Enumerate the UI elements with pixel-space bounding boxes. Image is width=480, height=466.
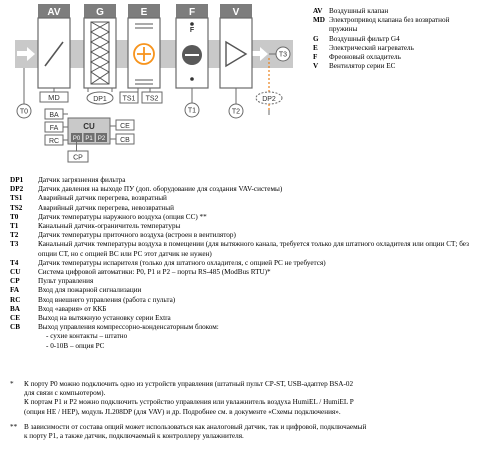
cb-label: CB [120,137,130,144]
rc-label: RC [48,138,60,145]
definition-item: T1 Канальный датчик-ограничитель температуры [10,222,181,231]
port-p2: P2 [97,136,106,142]
footnote-line: К портам Р1 и Р2 можно подключить устройство управления или увлажнитель воздуха HumiEL / HumiEL P [24,398,354,407]
definition-item: CE Выход на вытяжную установку серии Extra [10,314,171,323]
cu-label: CU [83,122,95,131]
definition-item: T2 Датчик температуры приточного воздуха (встроен в вентилятор) [10,231,236,240]
ce-label: CE [120,123,130,130]
md-label: MD [48,93,60,102]
cb-sub-item: - сухие контакты – штатно [46,332,128,341]
definition-item: CU Система цифровой автоматики: Р0, Р1 и Р2 – порты RS-485 (ModBus RTU)* [10,268,271,277]
definition-item: TS2 Аварийный датчик перегрева, невозвратный [10,203,174,212]
definitions-list [10,176,476,351]
definition-item: TS1 Аварийный датчик перегрева, возвратный [10,194,167,203]
ba-label: BA [49,112,59,119]
top-legend [313,7,478,71]
unit-av-label: AV [47,7,61,18]
t3-label: T3 [278,51,288,59]
footnote-mark: ** [10,422,18,431]
dp1-sensor [87,88,113,104]
definition-item: FA Вход для пожарной сигнализации [10,286,142,295]
controller-block [45,109,134,162]
unit-f [176,4,208,103]
unit-v-label: V [232,7,240,18]
unit-g [84,4,116,88]
ts1-label: TS1 [122,95,136,103]
definition-item: RC Вход внешнего управления (работа с пульта) [10,295,176,304]
legend-item: AV Воздушный клапан [313,7,389,15]
t0-sensor [17,68,31,118]
unit-av [38,4,70,102]
unit-v [220,4,252,104]
unit-e-label: E [140,7,148,18]
t1-label: T1 [187,107,197,115]
unit-f-label: F [188,7,196,18]
definition-item: DP1 Датчик загрязнения фильтра [10,176,126,184]
footnote [10,380,474,417]
footnotes [10,380,474,447]
footnote-line: К порту Р0 можно подключить одно из устройств управления (штатный пульт CP-ST, USB-адаптер BSA-02 [24,380,354,388]
footnote-line: (опция НЕ / HEP), модуль JL208DP (для VAV) и др. Подробнее см. в документе «Схемы подключения». [24,407,341,416]
footnote-mark: * [10,380,14,388]
footnote-line: для связи с компьютером). [24,389,106,398]
legend-item: MD Электропривод клапана без возвратной пружины [313,16,450,34]
definition-item: CB Выход управления компрессорно-конденсаторным блоком: [10,323,219,332]
definition-item: DP2 Датчик давления на выходе ПУ (доп. оборудование для создания VAV-системы) [10,185,283,194]
t0-label: T0 [19,108,29,116]
port-p1: P1 [85,136,93,142]
cb-sub-item: - 0-10В – опция РС [46,341,105,350]
t2-label: T2 [231,108,241,116]
port-p0: P0 [72,136,81,142]
legend-item: G Воздушный фильтр G4 [313,34,400,43]
definition-item: CP Пульт управления [10,277,94,286]
dp2-label: DP2 [262,96,276,103]
dp1-label: DP1 [93,96,107,103]
footnote-line: В зависимости от состава опций может использоваться как аналоговый датчик, так и цифровой, подключаемый [24,422,367,431]
footnote-line: к порту Р1, а также датчик, подключаемый к контроллеру увлажнителя. [24,432,244,441]
ts2-label: TS2 [145,95,159,103]
footnote [10,423,474,441]
t2-sensor [229,104,243,118]
legend-item: F Фреоновый охладитель [313,53,401,62]
coil-f-label: F [189,27,195,34]
definition-item: T4 Датчик температуры испарителя (только для штатного охладителя, с опцией РС не требуется) [10,258,326,267]
unit-g-label: G [96,7,104,18]
definition-item: T0 Датчик температуры наружного воздуха (опция СС) ** [10,212,207,221]
definition-item: T3 Канальный датчик температуры воздуха в помещении (для вытяжного канала, требуется только для штатного охладителя или опции СТ; без опции СТ, но с опцией ВС или РС этот датчик не нужен) [10,240,469,258]
definition-item: BA Вход «авария» от ККБ [10,304,107,313]
legend-item: E Электрический нагреватель [313,43,414,52]
cp-label: CP [73,154,83,162]
legend-item: V Вентилятор серии ЕС [313,62,396,71]
t1-sensor [185,103,199,117]
ventilation-unit-diagram [0,0,312,172]
fa-label: FA [49,125,59,132]
